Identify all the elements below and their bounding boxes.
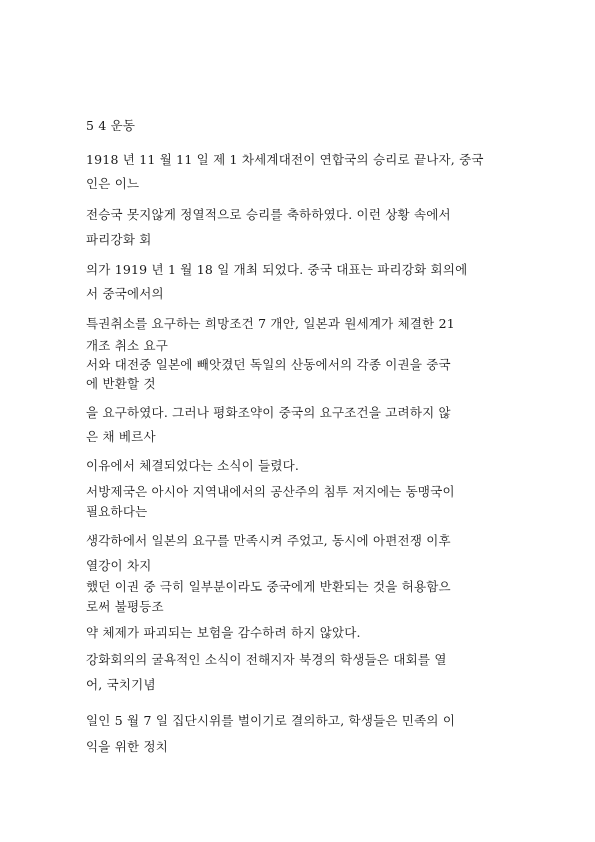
text-line: 특권취소를 요구하는 희망조건 7 개안, 일본과 원세계가 체결한 21	[86, 316, 455, 331]
text-line: 의가 1919 년 1 월 18 일 개최 되었다. 중국 대표는 파리강화 회의에	[86, 262, 468, 277]
text-line: 1918 년 11 월 11 일 제 1 차세계대전이 연합국의 승리로 끝나자, 중국	[86, 152, 484, 167]
text-line: 어, 국치기념	[86, 677, 156, 692]
section-heading: 5 4 운동	[86, 118, 136, 133]
text-line: 이유에서 체결되었다는 소식이 들렸다.	[86, 458, 300, 473]
text-line: 을 요구하였다. 그러나 평화조약이 중국의 요구조건을 고려하지 않	[86, 405, 451, 420]
text-line: 개조 취소 요구	[86, 338, 168, 353]
text-line: 로써 불평등조	[86, 599, 164, 614]
text-line: 서 중국에서의	[86, 286, 164, 301]
text-line: 서와 대전중 일본에 빼앗겼던 독일의 산동에서의 각종 이권을 중국	[86, 357, 451, 372]
text-line: 인은 이느	[86, 176, 140, 191]
text-line: 일인 5 월 7 일 집단시위를 벌이기로 결의하고, 학생들은 민족의 이	[86, 713, 456, 728]
text-line: 서방제국은 아시아 지역내에서의 공산주의 침투 저지에는 동맹국이	[86, 484, 455, 499]
text-line: 필요하다는	[86, 504, 148, 519]
text-line: 전승국 못지않게 정열적으로 승리를 축하하였다. 이런 상황 속에서	[86, 207, 451, 222]
text-line: 파리강화 회	[86, 232, 152, 247]
text-line: 은 채 베르사	[86, 429, 156, 444]
text-line: 생각하에서 일본의 요구를 만족시켜 주었고, 동시에 아편전쟁 이후	[86, 533, 451, 548]
text-line: 강화회의의 굴욕적인 소식이 전해지자 북경의 학생들은 대회를 열	[86, 652, 447, 667]
text-line: 열강이 차지	[86, 558, 152, 573]
text-line: 에 반환할 것	[86, 376, 156, 391]
text-line: 약 체제가 파괴되는 보험을 감수하려 하지 않았다.	[86, 625, 361, 640]
text-line: 익을 위한 정치	[86, 739, 168, 754]
text-line: 했던 이권 중 극히 일부분이라도 중국에게 반환되는 것을 허용함으	[86, 579, 451, 594]
